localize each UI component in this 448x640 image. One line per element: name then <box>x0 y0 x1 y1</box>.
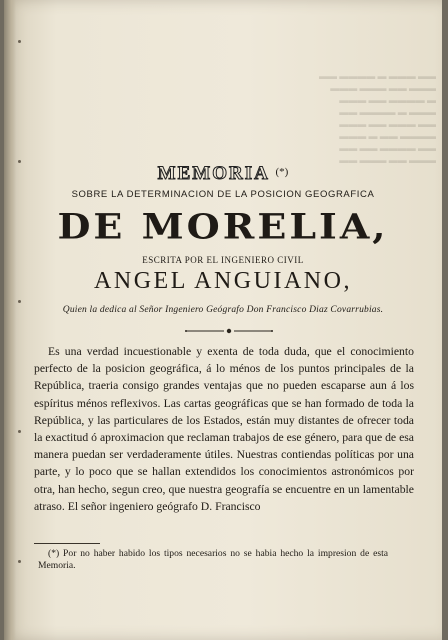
footnote <box>38 548 388 572</box>
footnote-text: (*) Por no haber habido los tipos necesarios no se habia hecho la impresion de esta Memoria. <box>38 548 388 571</box>
memoria-heading <box>4 163 442 185</box>
body-text <box>34 343 414 515</box>
subtitle: SOBRE LA DETERMINACION DE LA POSICION GEOGRAFICA <box>71 189 375 200</box>
ornament-divider <box>184 327 274 335</box>
main-title: DE MORELIA, <box>57 206 389 247</box>
memoria-heading-text: MEMORIA <box>157 163 269 184</box>
footnote-rule <box>34 543 100 544</box>
binding-edge <box>4 0 16 640</box>
footnote-marker: (*) <box>275 166 289 178</box>
dedication-line: Quien la dedica al Señor Ingeniero Geógrafo Don Francisco Diaz Covarrubias. <box>62 305 384 315</box>
written-by-line: ESCRITA POR EL INGENIERO CIVIL <box>142 255 304 265</box>
document-page <box>4 0 442 640</box>
author-name: ANGEL ANGUIANO, <box>94 268 352 294</box>
body-paragraph: Es una verdad incuestionable y exenta de toda duda, que el conocimiento perfecto de la posicion geográfica, á lo ménos de los puntos principales de la República, traeria consigo grandes ventajas que no pueden escaparse aun á los espíritus ménos reflexivos. Las cartas geográficas que se han formado de toda la República, y las particulares de los Estados, están muy distantes de ofrecer toda la exactitud ó aproximacion que reclaman trabajos de ese género, para que de esa manera puedan ser verdaderamente útiles. Nuestras contiendas políticas por una parte, y lo poco que se hallan extendidos los conocimientos astronómicos por otra, han hecho, segun creo, que nuestra geografía se encuentre en un lamentable atraso. El señor ingeniero geógrafo D. Francisco <box>34 345 414 513</box>
show-through-texture: ▬▬ ▬▬▬ ▬ ▬▬▬▬ ▬▬ ▬▬▬ ▬▬ ▬▬▬ ▬▬▬ ▬ ▬▬▬▬ ▬▬ ▬▬▬ ▬▬▬ ▬ ▬▬▬▬ ▬▬ ▬▬ ▬▬▬ ▬▬ ▬▬▬ ▬▬▬▬ ▬▬ ▬ ▬▬▬ ▬▬ ▬▬▬▬ ▬▬ ▬▬ ▬▬▬ ▬▬ ▬▬▬ ▬▬ <box>319 71 436 165</box>
